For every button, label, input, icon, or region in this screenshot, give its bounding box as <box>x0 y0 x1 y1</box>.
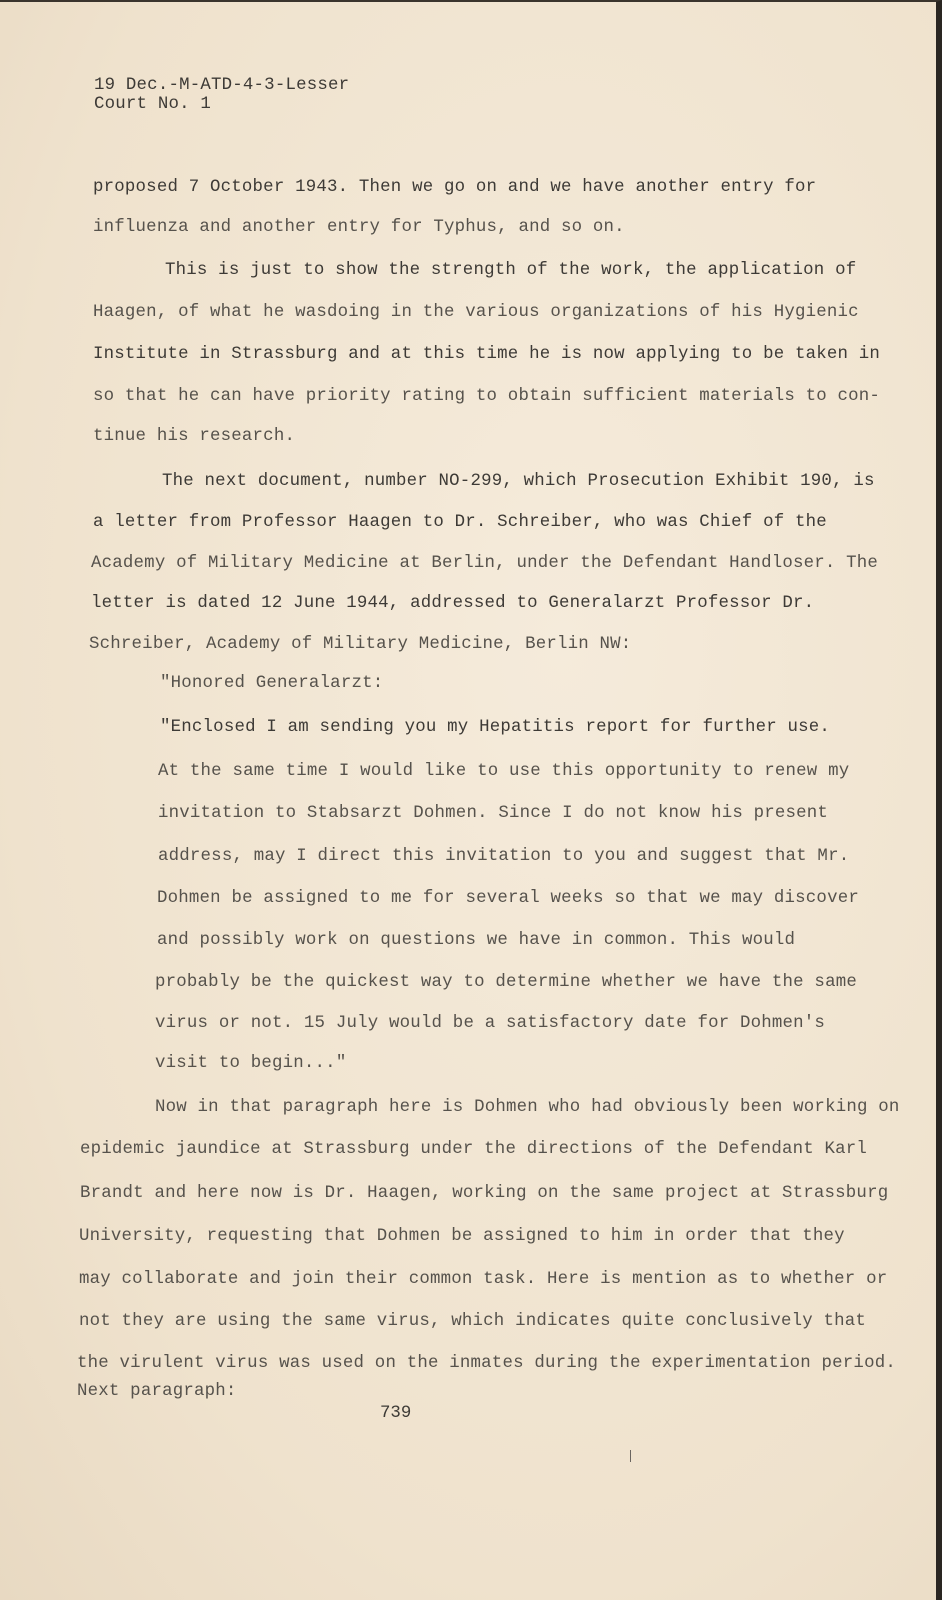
body-line: letter is dated 12 June 1944, addressed to Generalarzt Professor Dr. <box>91 594 815 613</box>
quote-line: address, may I direct this invitation to you and suggest that Mr. <box>158 847 850 866</box>
body-line: a letter from Professor Haagen to Dr. Schreiber, who was Chief of the <box>93 513 827 532</box>
body-line: Haagen, of what he wasdoing in the various organizations of his Hygienic <box>93 303 859 322</box>
body-line: proposed 7 October 1943. Then we go on and we have another entry for <box>93 178 817 197</box>
body-line: epidemic jaundice at Strassburg under the directions of the Defendant Karl <box>80 1140 868 1159</box>
body-line: Institute in Strassburg and at this time he is now applying to be taken in <box>93 345 881 364</box>
body-line: so that he can have priority rating to obtain sufficient materials to con- <box>93 387 881 406</box>
body-line: Academy of Military Medicine at Berlin, under the Defendant Handloser. The <box>91 554 879 573</box>
page-number: 739 <box>380 1404 412 1423</box>
margin-tick-mark <box>630 1450 631 1462</box>
body-line: Now in that paragraph here is Dohmen who had obviously been working on <box>155 1098 900 1117</box>
body-line: Schreiber, Academy of Military Medicine, Berlin NW: <box>89 635 632 654</box>
quote-line: invitation to Stabsarzt Dohmen. Since I do not know his present <box>158 804 829 823</box>
body-line: This is just to show the strength of the work, the application of <box>165 261 857 280</box>
body-line: influenza and another entry for Typhus, and so on. <box>93 218 625 237</box>
quote-line: visit to begin..." <box>155 1054 347 1073</box>
quote-line: "Enclosed I am sending you my Hepatitis report for further use. <box>160 718 831 737</box>
quote-line: and possibly work on questions we have in common. This would <box>157 931 796 950</box>
body-line: the virulent virus was used on the inmates during the experimentation period. <box>77 1354 896 1373</box>
body-line: Next paragraph: <box>77 1382 237 1401</box>
quote-salutation: "Honored Generalarzt: <box>160 674 384 693</box>
header-court-line: Court No. 1 <box>94 95 211 114</box>
body-line: may collaborate and join their common task. Here is mention as to whether or <box>79 1270 888 1289</box>
quote-line: virus or not. 15 July would be a satisfactory date for Dohmen's <box>155 1014 826 1033</box>
quote-line: probably be the quickest way to determine whether we have the same <box>155 973 857 992</box>
body-line: Brandt and here now is Dr. Haagen, working on the same project at Strassburg <box>80 1184 889 1203</box>
body-line: University, requesting that Dohmen be assigned to him in order that they <box>79 1227 845 1246</box>
header-reference-line: 19 Dec.-M-ATD-4-3-Lesser <box>94 76 350 95</box>
quote-line: At the same time I would like to use this opportunity to renew my <box>158 762 850 781</box>
quote-line: Dohmen be assigned to me for several weeks so that we may discover <box>157 889 859 908</box>
body-line: not they are using the same virus, which indicates quite conclusively that <box>79 1312 867 1331</box>
body-line: The next document, number NO-299, which Prosecution Exhibit 190, is <box>162 472 875 491</box>
body-line: tinue his research. <box>93 427 296 446</box>
